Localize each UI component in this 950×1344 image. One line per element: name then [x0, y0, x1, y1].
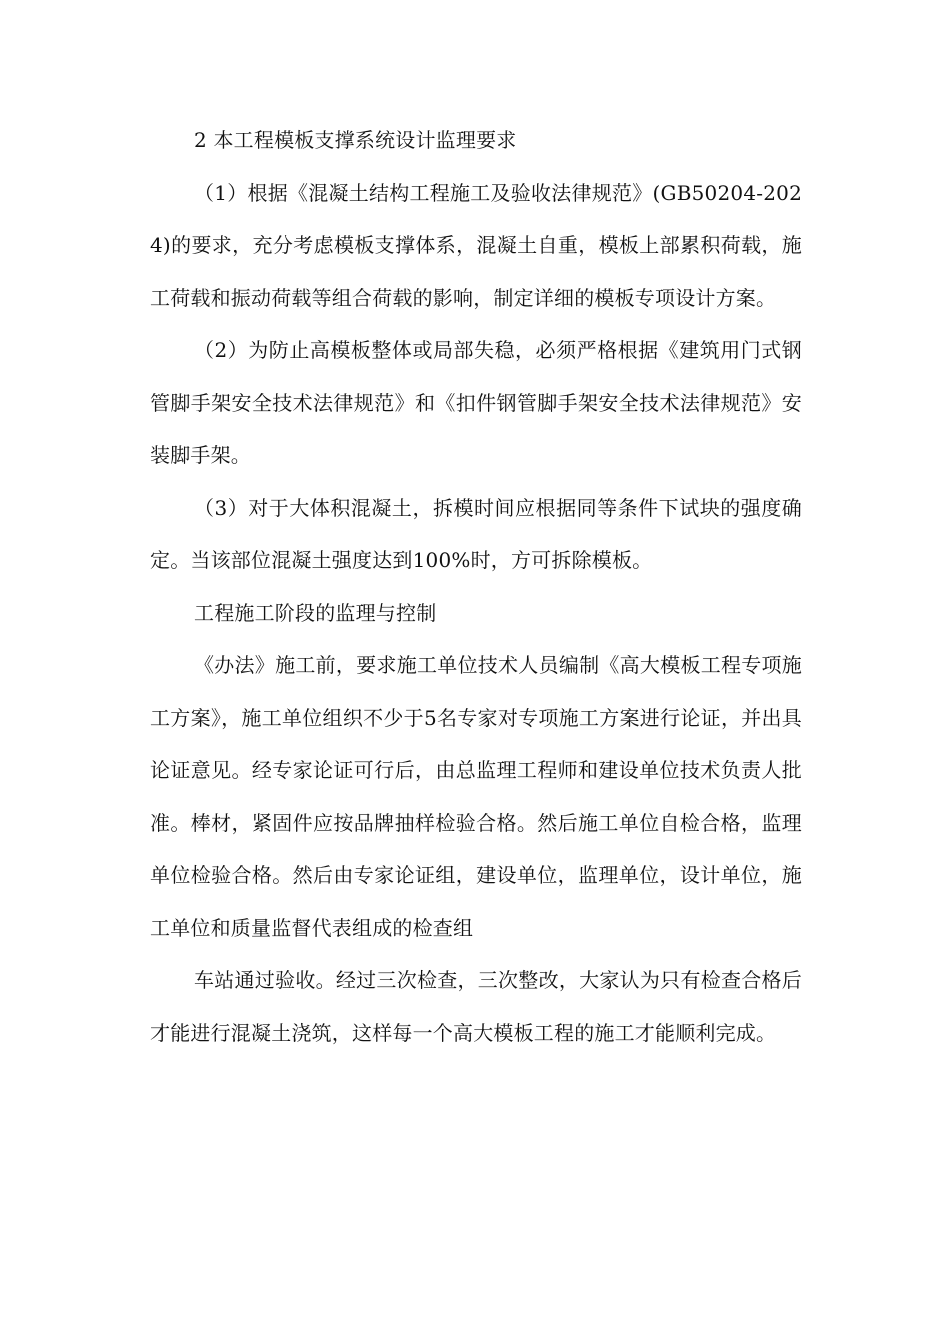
document-body — [150, 114, 802, 1059]
paragraph-requirement-1: （1）根据《混凝土结构工程施工及验收法律规范》(GB50204-2024)的要求，充分考虑模板支撑体系，混凝土自重，模板上部累积荷载，施工荷载和振动荷载等组合荷载的影响，制定详细的模板专项设计方案。 — [150, 180, 802, 310]
paragraph-acceptance: 车站通过验收。经过三次检查，三次整改，大家认为只有检查合格后才能进行混凝土浇筑，这样每一个高大模板工程的施工才能顺利完成。 — [150, 968, 802, 1045]
section-heading-construction-supervision: 工程施工阶段的监理与控制 — [194, 600, 437, 625]
section-heading-design-requirements: 2 本工程模板支撑系统设计监理要求 — [194, 128, 517, 152]
paragraph-requirement-2: （2）为防止高模板整体或局部失稳，必须严格根据《建筑用门式钢管脚手架安全技术法律规范》和《扣件钢管脚手架安全技术法律规范》安装脚手架。 — [150, 338, 802, 467]
paragraph-construction-procedure: 《办法》施工前，要求施工单位技术人员编制《高大模板工程专项施工方案》，施工单位组织不少于5名专家对专项施工方案进行论证，并出具论证意见。经专家论证可行后，由总监理工程师和建设单位技术负责人批准。棒材，紧固件应按品牌抽样检验合格。然后施工单位自检合格，监理单位检验合格。然后由专家论证组，建设单位，监理单位，设计单位，施工单位和质量监督代表组成的检查组 — [150, 653, 802, 940]
paragraph-requirement-3: （3）对于大体积混凝土，拆模时间应根据同等条件下试块的强度确定。当该部位混凝土强度达到100%时，方可拆除模板。 — [150, 495, 802, 572]
